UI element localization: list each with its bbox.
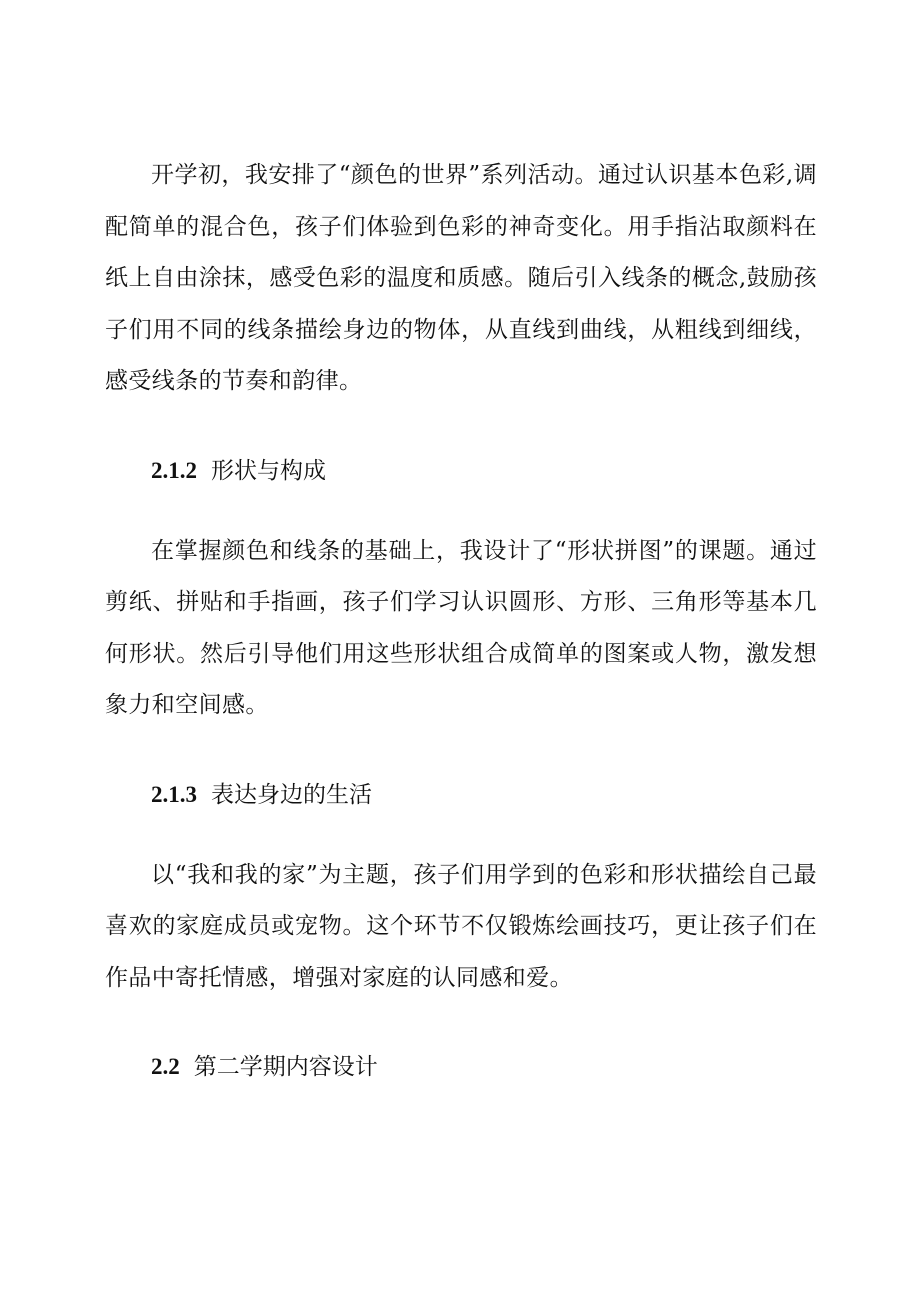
section-number: 2.1.3 bbox=[151, 781, 197, 807]
spacer bbox=[105, 486, 817, 526]
paragraph-color-world: 开学初，我安排了“颜色的世界”系列活动。通过认识基本色彩,调配简单的混合色，孩子们体验到色彩的神奇变化。用手指沾取颜料在纸上自由涂抹，感受色彩的温度和质感。随后引入线条的概念,鼓励孩子们用不同的线条描绘身边的物体，从直线到曲线，从粗线到细线，感受线条的节奏和韵律。 bbox=[105, 162, 817, 394]
spacer bbox=[105, 810, 817, 850]
section-number: 2.2 bbox=[151, 1054, 180, 1079]
section-heading-2-2 bbox=[105, 1052, 817, 1082]
section-heading-2-1-3 bbox=[105, 780, 817, 810]
paragraph-shape-puzzle: 在掌握颜色和线条的基础上，我设计了“形状拼图”的课题。通过剪纸、拼贴和手指画，孩子们学习认识圆形、方形、三角形等基本几何形状。然后引导他们用这些形状组合成简单的图案或人物，激发想象力和空间感。 bbox=[105, 537, 817, 718]
section-title: 形状与构成 bbox=[211, 457, 326, 484]
spacer bbox=[105, 1004, 817, 1052]
spacer bbox=[105, 408, 817, 456]
section-title: 第二学期内容设计 bbox=[193, 1054, 378, 1080]
spacer bbox=[105, 732, 817, 780]
paragraph-my-family: 以“我和我的家”为主题，孩子们用学到的色彩和形状描绘自己最喜欢的家庭成员或宠物。这个环节不仅锻炼绘画技巧，更让孩子们在作品中寄托情感，增强对家庭的认同感和爱。 bbox=[105, 861, 817, 991]
section-title: 表达身边的生活 bbox=[211, 781, 372, 808]
section-heading-2-1-2 bbox=[105, 456, 817, 486]
section-number: 2.1.2 bbox=[151, 457, 197, 483]
document-body bbox=[105, 150, 817, 1082]
